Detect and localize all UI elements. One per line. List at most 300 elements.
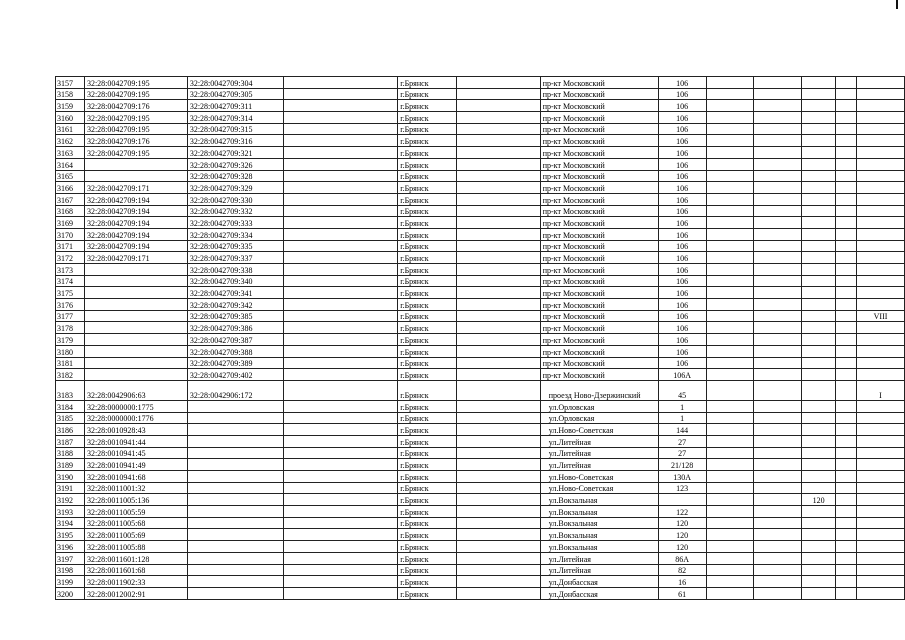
row-number-cell: 3195 bbox=[56, 529, 85, 541]
building-cell bbox=[802, 135, 836, 147]
empty-cell bbox=[457, 135, 541, 147]
parcel-number-cell: 32:28:0042709:171 bbox=[84, 252, 187, 264]
empty-cell bbox=[457, 170, 541, 182]
extra-cell bbox=[706, 494, 754, 506]
empty-cell bbox=[457, 158, 541, 170]
volume-cell bbox=[857, 587, 905, 599]
volume-cell bbox=[857, 193, 905, 205]
parcel-number-cell: 32:28:0011001:32 bbox=[84, 482, 187, 494]
row-number-cell: 3162 bbox=[56, 135, 85, 147]
empty-cell bbox=[283, 482, 398, 494]
extra-cell bbox=[754, 193, 802, 205]
object-number-cell: 32:28:0042709:340 bbox=[187, 275, 283, 287]
building-cell: 120 bbox=[802, 494, 836, 506]
street-cell: пр-кт Московский bbox=[540, 310, 658, 322]
empty-cell bbox=[457, 435, 541, 447]
building-cell bbox=[802, 412, 836, 424]
building-cell bbox=[802, 112, 836, 124]
empty-cell bbox=[283, 587, 398, 599]
parcel-number-cell: 32:28:0011005:68 bbox=[84, 517, 187, 529]
extra-cell bbox=[754, 380, 802, 400]
volume-cell bbox=[857, 182, 905, 194]
table-row bbox=[56, 287, 905, 299]
volume-cell bbox=[857, 506, 905, 518]
street-cell: пр-кт Московский bbox=[540, 147, 658, 159]
row-number-cell: 3159 bbox=[56, 100, 85, 112]
row-number-cell: 3168 bbox=[56, 205, 85, 217]
house-number-cell: 106 bbox=[658, 275, 706, 287]
table-row bbox=[56, 529, 905, 541]
city-cell: г.Брянск bbox=[398, 587, 457, 599]
volume-cell bbox=[857, 240, 905, 252]
city-cell: г.Брянск bbox=[398, 299, 457, 311]
row-number-cell: 3181 bbox=[56, 357, 85, 369]
extra-cell bbox=[754, 135, 802, 147]
parcel-number-cell: 32:28:0010941:44 bbox=[84, 435, 187, 447]
house-number-cell: 120 bbox=[658, 541, 706, 553]
empty-cell bbox=[283, 193, 398, 205]
empty-cell bbox=[283, 552, 398, 564]
table-row bbox=[56, 252, 905, 264]
empty-cell bbox=[283, 517, 398, 529]
table-row bbox=[56, 380, 905, 400]
extra-cell bbox=[706, 564, 754, 576]
object-number-cell: 32:28:0042709:389 bbox=[187, 357, 283, 369]
empty-cell bbox=[457, 587, 541, 599]
table-row bbox=[56, 322, 905, 334]
empty-cell bbox=[457, 264, 541, 276]
extra-cell bbox=[706, 400, 754, 412]
parcel-number-cell bbox=[84, 275, 187, 287]
house-number-cell: 1 bbox=[658, 400, 706, 412]
parcel-number-cell: 32:28:0042709:195 bbox=[84, 88, 187, 100]
extra-cell bbox=[754, 435, 802, 447]
building-cell bbox=[802, 400, 836, 412]
volume-cell bbox=[857, 77, 905, 89]
parcel-number-cell bbox=[84, 170, 187, 182]
house-number-cell: 120 bbox=[658, 529, 706, 541]
empty-cell bbox=[283, 147, 398, 159]
house-number-cell: 16 bbox=[658, 576, 706, 588]
extra-cell bbox=[836, 494, 857, 506]
extra-cell bbox=[706, 287, 754, 299]
object-number-cell: 32:28:0042709:337 bbox=[187, 252, 283, 264]
volume-cell bbox=[857, 424, 905, 436]
parcel-number-cell: 32:28:0011902:33 bbox=[84, 576, 187, 588]
street-cell: пр-кт Московский bbox=[540, 135, 658, 147]
extra-cell bbox=[706, 447, 754, 459]
city-cell: г.Брянск bbox=[398, 345, 457, 357]
row-number-cell: 3176 bbox=[56, 299, 85, 311]
table-row bbox=[56, 193, 905, 205]
empty-cell bbox=[457, 310, 541, 322]
row-number-cell: 3199 bbox=[56, 576, 85, 588]
city-cell: г.Брянск bbox=[398, 541, 457, 553]
street-cell: пр-кт Московский bbox=[540, 123, 658, 135]
extra-cell bbox=[706, 334, 754, 346]
object-number-cell: 32:28:0042709:329 bbox=[187, 182, 283, 194]
volume-cell bbox=[857, 541, 905, 553]
street-cell: ул.Орловская bbox=[540, 412, 658, 424]
house-number-cell: 106 bbox=[658, 228, 706, 240]
building-cell bbox=[802, 275, 836, 287]
parcel-number-cell: 32:28:0042709:195 bbox=[84, 77, 187, 89]
extra-cell bbox=[836, 100, 857, 112]
object-number-cell: 32:28:0042709:333 bbox=[187, 217, 283, 229]
street-cell: ул.Литейная bbox=[540, 435, 658, 447]
table-row bbox=[56, 158, 905, 170]
extra-cell bbox=[706, 135, 754, 147]
extra-cell bbox=[754, 357, 802, 369]
extra-cell bbox=[836, 345, 857, 357]
empty-cell bbox=[283, 158, 398, 170]
extra-cell bbox=[836, 147, 857, 159]
table-row bbox=[56, 170, 905, 182]
parcel-number-cell: 32:28:0000000:1776 bbox=[84, 412, 187, 424]
extra-cell bbox=[836, 459, 857, 471]
extra-cell bbox=[836, 400, 857, 412]
extra-cell bbox=[836, 369, 857, 381]
page-edge-mark bbox=[896, 0, 898, 9]
table-row bbox=[56, 334, 905, 346]
object-number-cell bbox=[187, 400, 283, 412]
extra-cell bbox=[754, 471, 802, 483]
empty-cell bbox=[457, 400, 541, 412]
parcel-number-cell: 32:28:0010928:43 bbox=[84, 424, 187, 436]
building-cell bbox=[802, 299, 836, 311]
extra-cell bbox=[706, 252, 754, 264]
object-number-cell: 32:28:0042709:330 bbox=[187, 193, 283, 205]
object-number-cell: 32:28:0042709:304 bbox=[187, 77, 283, 89]
extra-cell bbox=[836, 506, 857, 518]
street-cell: пр-кт Московский bbox=[540, 334, 658, 346]
extra-cell bbox=[754, 517, 802, 529]
table-row bbox=[56, 369, 905, 381]
row-number-cell: 3160 bbox=[56, 112, 85, 124]
extra-cell bbox=[754, 506, 802, 518]
parcel-number-cell: 32:28:0042709:194 bbox=[84, 217, 187, 229]
extra-cell bbox=[754, 147, 802, 159]
volume-cell bbox=[857, 576, 905, 588]
empty-cell bbox=[283, 240, 398, 252]
parcel-number-cell: 32:28:0042709:194 bbox=[84, 193, 187, 205]
extra-cell bbox=[706, 357, 754, 369]
building-cell bbox=[802, 334, 836, 346]
extra-cell bbox=[754, 112, 802, 124]
table-row bbox=[56, 88, 905, 100]
volume-cell bbox=[857, 334, 905, 346]
extra-cell bbox=[706, 123, 754, 135]
extra-cell bbox=[754, 369, 802, 381]
street-cell: пр-кт Московский bbox=[540, 158, 658, 170]
volume-cell bbox=[857, 529, 905, 541]
extra-cell bbox=[706, 412, 754, 424]
table-row bbox=[56, 310, 905, 322]
street-cell: ул.Литейная bbox=[540, 447, 658, 459]
extra-cell bbox=[836, 412, 857, 424]
row-number-cell: 3187 bbox=[56, 435, 85, 447]
object-number-cell: 32:28:0042709:402 bbox=[187, 369, 283, 381]
table-row bbox=[56, 217, 905, 229]
building-cell bbox=[802, 369, 836, 381]
extra-cell bbox=[754, 275, 802, 287]
extra-cell bbox=[706, 170, 754, 182]
parcel-number-cell: 32:28:0042709:194 bbox=[84, 228, 187, 240]
building-cell bbox=[802, 310, 836, 322]
extra-cell bbox=[754, 252, 802, 264]
empty-cell bbox=[283, 275, 398, 287]
registry-table bbox=[55, 76, 905, 600]
extra-cell bbox=[706, 264, 754, 276]
empty-cell bbox=[283, 100, 398, 112]
table-row bbox=[56, 517, 905, 529]
extra-cell bbox=[754, 299, 802, 311]
table-row bbox=[56, 564, 905, 576]
table-row bbox=[56, 506, 905, 518]
empty-cell bbox=[283, 400, 398, 412]
extra-cell bbox=[836, 240, 857, 252]
empty-cell bbox=[457, 217, 541, 229]
empty-cell bbox=[283, 447, 398, 459]
row-number-cell: 3179 bbox=[56, 334, 85, 346]
city-cell: г.Брянск bbox=[398, 459, 457, 471]
city-cell: г.Брянск bbox=[398, 182, 457, 194]
empty-cell bbox=[457, 287, 541, 299]
extra-cell bbox=[836, 112, 857, 124]
parcel-number-cell: 32:28:0012002:91 bbox=[84, 587, 187, 599]
street-cell: пр-кт Московский bbox=[540, 217, 658, 229]
object-number-cell: 32:28:0042906:172 bbox=[187, 380, 283, 400]
extra-cell bbox=[754, 334, 802, 346]
volume-cell bbox=[857, 100, 905, 112]
extra-cell bbox=[706, 193, 754, 205]
table-row bbox=[56, 412, 905, 424]
empty-cell bbox=[283, 322, 398, 334]
extra-cell bbox=[836, 193, 857, 205]
street-cell: ул.Литейная bbox=[540, 564, 658, 576]
extra-cell bbox=[836, 552, 857, 564]
row-number-cell: 3164 bbox=[56, 158, 85, 170]
house-number-cell: 1 bbox=[658, 412, 706, 424]
object-number-cell: 32:28:0042709:321 bbox=[187, 147, 283, 159]
building-cell bbox=[802, 228, 836, 240]
extra-cell bbox=[836, 287, 857, 299]
extra-cell bbox=[754, 217, 802, 229]
city-cell: г.Брянск bbox=[398, 252, 457, 264]
volume-cell bbox=[857, 147, 905, 159]
table-row bbox=[56, 264, 905, 276]
row-number-cell: 3190 bbox=[56, 471, 85, 483]
empty-cell bbox=[457, 345, 541, 357]
extra-cell bbox=[706, 435, 754, 447]
extra-cell bbox=[706, 576, 754, 588]
house-number-cell: 45 bbox=[658, 380, 706, 400]
city-cell: г.Брянск bbox=[398, 135, 457, 147]
object-number-cell: 32:28:0042709:335 bbox=[187, 240, 283, 252]
extra-cell bbox=[836, 182, 857, 194]
parcel-number-cell bbox=[84, 369, 187, 381]
extra-cell bbox=[754, 77, 802, 89]
empty-cell bbox=[457, 506, 541, 518]
empty-cell bbox=[457, 100, 541, 112]
extra-cell bbox=[836, 471, 857, 483]
city-cell: г.Брянск bbox=[398, 482, 457, 494]
street-cell: пр-кт Московский bbox=[540, 264, 658, 276]
row-number-cell: 3177 bbox=[56, 310, 85, 322]
building-cell bbox=[802, 170, 836, 182]
building-cell bbox=[802, 217, 836, 229]
empty-cell bbox=[457, 299, 541, 311]
empty-cell bbox=[283, 529, 398, 541]
row-number-cell: 3161 bbox=[56, 123, 85, 135]
object-number-cell bbox=[187, 506, 283, 518]
house-number-cell: 106 bbox=[658, 357, 706, 369]
volume-cell bbox=[857, 135, 905, 147]
parcel-number-cell: 32:28:0042709:195 bbox=[84, 147, 187, 159]
volume-cell bbox=[857, 287, 905, 299]
object-number-cell: 32:28:0042709:314 bbox=[187, 112, 283, 124]
row-number-cell: 3188 bbox=[56, 447, 85, 459]
extra-cell bbox=[706, 275, 754, 287]
city-cell: г.Брянск bbox=[398, 240, 457, 252]
city-cell: г.Брянск bbox=[398, 287, 457, 299]
street-cell: пр-кт Московский bbox=[540, 275, 658, 287]
house-number-cell: 106 bbox=[658, 147, 706, 159]
extra-cell bbox=[706, 147, 754, 159]
object-number-cell: 32:28:0042709:387 bbox=[187, 334, 283, 346]
house-number-cell: 120 bbox=[658, 517, 706, 529]
extra-cell bbox=[754, 264, 802, 276]
city-cell: г.Брянск bbox=[398, 205, 457, 217]
row-number-cell: 3184 bbox=[56, 400, 85, 412]
house-number-cell: 144 bbox=[658, 424, 706, 436]
extra-cell bbox=[706, 529, 754, 541]
object-number-cell bbox=[187, 529, 283, 541]
object-number-cell: 32:28:0042709:338 bbox=[187, 264, 283, 276]
city-cell: г.Брянск bbox=[398, 158, 457, 170]
volume-cell bbox=[857, 552, 905, 564]
empty-cell bbox=[283, 252, 398, 264]
parcel-number-cell: 32:28:0010941:68 bbox=[84, 471, 187, 483]
volume-cell bbox=[857, 412, 905, 424]
extra-cell bbox=[836, 77, 857, 89]
extra-cell bbox=[836, 529, 857, 541]
extra-cell bbox=[706, 299, 754, 311]
empty-cell bbox=[457, 322, 541, 334]
street-cell: ул.Литейная bbox=[540, 552, 658, 564]
table-row bbox=[56, 135, 905, 147]
building-cell bbox=[802, 182, 836, 194]
parcel-number-cell: 32:28:0011005:88 bbox=[84, 541, 187, 553]
extra-cell bbox=[754, 424, 802, 436]
parcel-number-cell: 32:28:0042709:194 bbox=[84, 240, 187, 252]
extra-cell bbox=[836, 334, 857, 346]
parcel-number-cell: 32:28:0042709:195 bbox=[84, 112, 187, 124]
city-cell: г.Брянск bbox=[398, 564, 457, 576]
extra-cell bbox=[754, 240, 802, 252]
building-cell bbox=[802, 158, 836, 170]
parcel-number-cell: 32:28:0042709:176 bbox=[84, 100, 187, 112]
object-number-cell: 32:28:0042709:385 bbox=[187, 310, 283, 322]
table-row bbox=[56, 100, 905, 112]
city-cell: г.Брянск bbox=[398, 517, 457, 529]
building-cell bbox=[802, 77, 836, 89]
extra-cell bbox=[754, 482, 802, 494]
table-row bbox=[56, 275, 905, 287]
row-number-cell: 3171 bbox=[56, 240, 85, 252]
object-number-cell: 32:28:0042709:326 bbox=[187, 158, 283, 170]
empty-cell bbox=[283, 506, 398, 518]
row-number-cell: 3185 bbox=[56, 412, 85, 424]
city-cell: г.Брянск bbox=[398, 552, 457, 564]
object-number-cell bbox=[187, 517, 283, 529]
extra-cell bbox=[754, 100, 802, 112]
house-number-cell: 106 bbox=[658, 182, 706, 194]
object-number-cell: 32:28:0042709:316 bbox=[187, 135, 283, 147]
street-cell: пр-кт Московский bbox=[540, 322, 658, 334]
extra-cell bbox=[706, 205, 754, 217]
object-number-cell bbox=[187, 576, 283, 588]
table-row bbox=[56, 345, 905, 357]
empty-cell bbox=[283, 264, 398, 276]
extra-cell bbox=[836, 357, 857, 369]
row-number-cell: 3192 bbox=[56, 494, 85, 506]
city-cell: г.Брянск bbox=[398, 275, 457, 287]
house-number-cell: 106 bbox=[658, 135, 706, 147]
empty-cell bbox=[457, 552, 541, 564]
city-cell: г.Брянск bbox=[398, 380, 457, 400]
extra-cell bbox=[836, 310, 857, 322]
volume-cell bbox=[857, 459, 905, 471]
extra-cell bbox=[706, 217, 754, 229]
volume-cell bbox=[857, 400, 905, 412]
house-number-cell: 106 bbox=[658, 217, 706, 229]
empty-cell bbox=[283, 334, 398, 346]
table-row bbox=[56, 147, 905, 159]
street-cell: пр-кт Московский bbox=[540, 100, 658, 112]
empty-cell bbox=[457, 459, 541, 471]
extra-cell bbox=[836, 88, 857, 100]
row-number-cell: 3174 bbox=[56, 275, 85, 287]
city-cell: г.Брянск bbox=[398, 506, 457, 518]
parcel-number-cell bbox=[84, 357, 187, 369]
street-cell: пр-кт Московский bbox=[540, 182, 658, 194]
empty-cell bbox=[283, 576, 398, 588]
house-number-cell: 106 bbox=[658, 170, 706, 182]
house-number-cell: 106 bbox=[658, 193, 706, 205]
house-number-cell: 106 bbox=[658, 287, 706, 299]
empty-cell bbox=[283, 380, 398, 400]
empty-cell bbox=[457, 482, 541, 494]
extra-cell bbox=[706, 541, 754, 553]
house-number-cell: 106 bbox=[658, 158, 706, 170]
parcel-number-cell: 32:28:0042709:195 bbox=[84, 123, 187, 135]
house-number-cell: 106 bbox=[658, 345, 706, 357]
volume-cell bbox=[857, 88, 905, 100]
street-cell: пр-кт Московский bbox=[540, 170, 658, 182]
extra-cell bbox=[836, 482, 857, 494]
city-cell: г.Брянск bbox=[398, 112, 457, 124]
empty-cell bbox=[283, 170, 398, 182]
street-cell: пр-кт Московский bbox=[540, 228, 658, 240]
city-cell: г.Брянск bbox=[398, 123, 457, 135]
volume-cell bbox=[857, 564, 905, 576]
empty-cell bbox=[283, 541, 398, 553]
table-row bbox=[56, 240, 905, 252]
street-cell: ул.Орловская bbox=[540, 400, 658, 412]
empty-cell bbox=[283, 287, 398, 299]
street-cell: пр-кт Московский bbox=[540, 112, 658, 124]
